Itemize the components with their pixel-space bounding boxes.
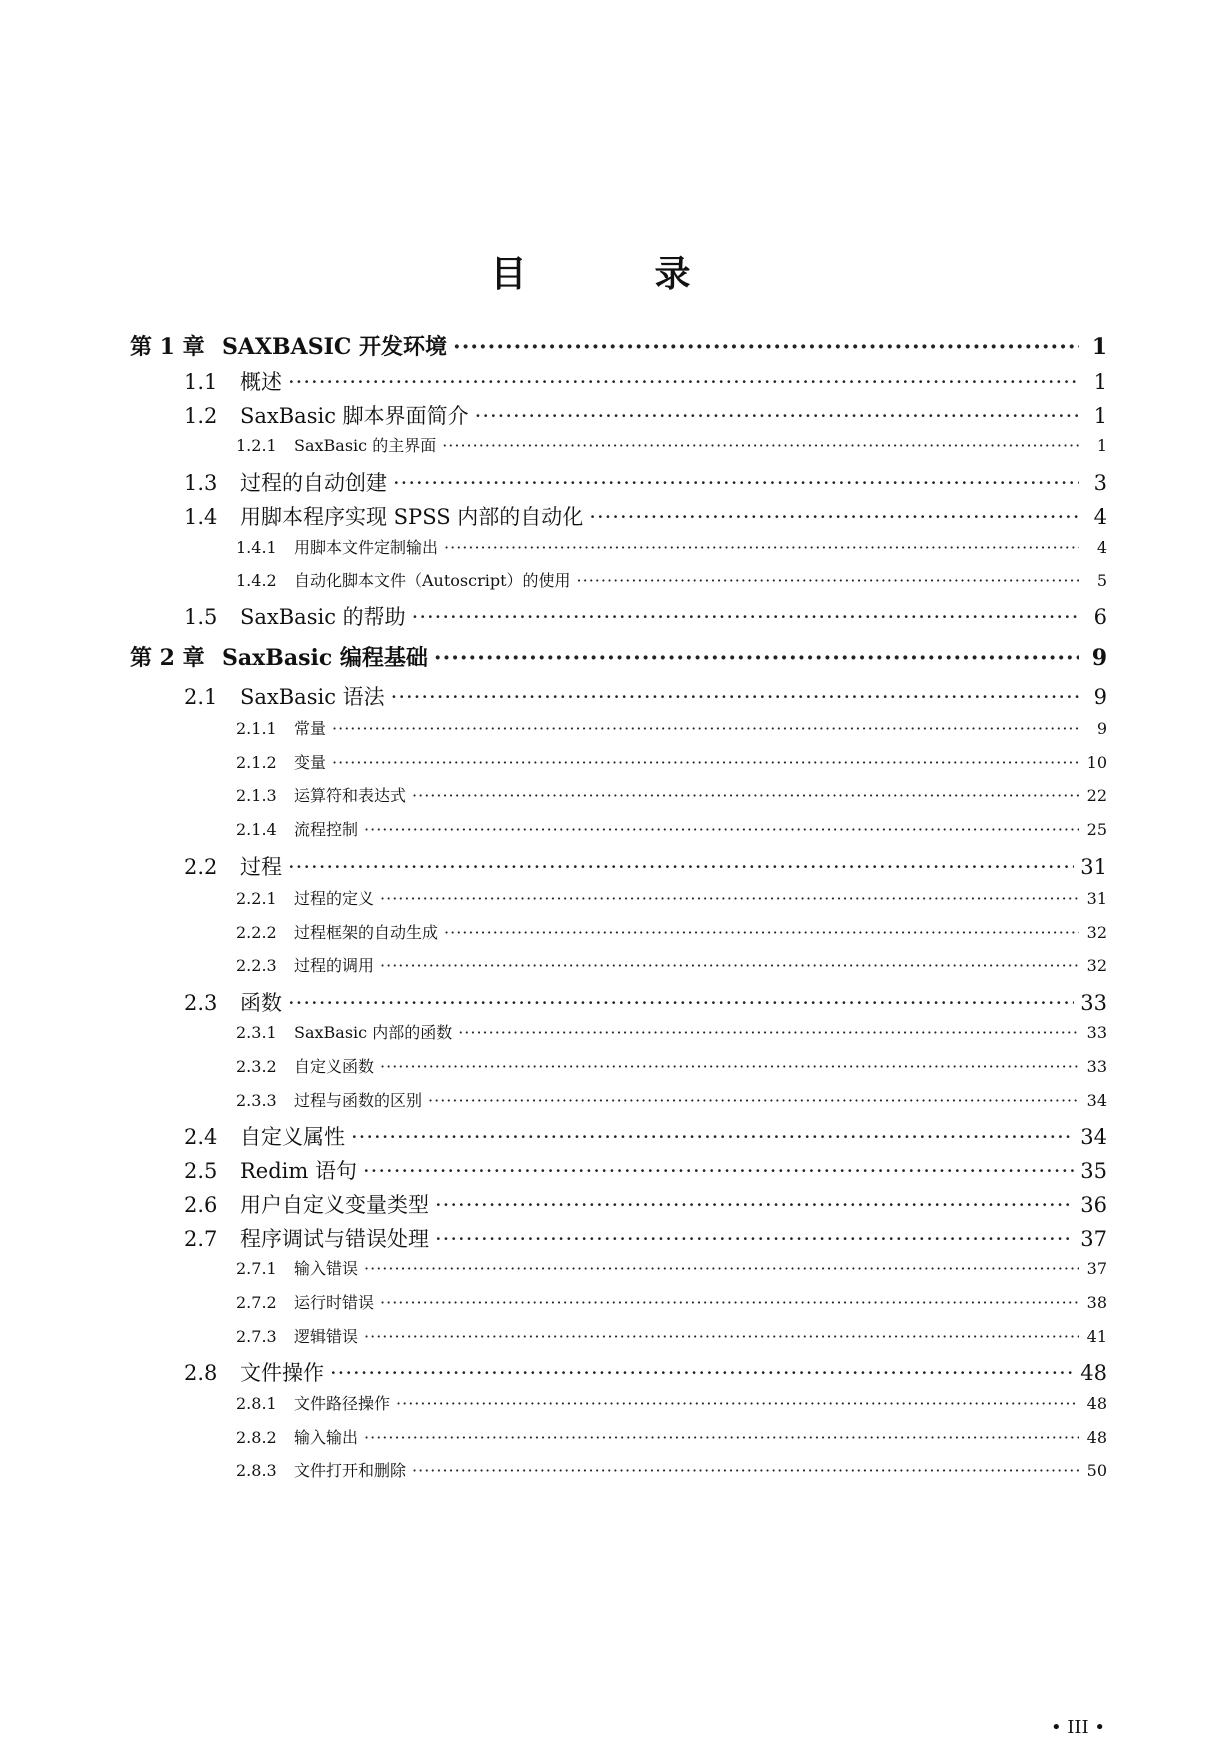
toc-entry (236, 1256, 1107, 1279)
toc-leader-dots (434, 645, 1079, 671)
toc-entry-number: 2.7.3 (236, 1327, 277, 1346)
toc-entry-number: 2.7.1 (236, 1259, 277, 1278)
toc-entry-page: 25 (1086, 820, 1107, 839)
toc-entry-number: 1.4.2 (236, 571, 277, 590)
toc-entry (236, 1290, 1107, 1313)
toc-entry-label: 流程控制 (294, 820, 359, 839)
toc-entry-number: 2.2 (184, 855, 218, 879)
toc-leader-dots (453, 334, 1079, 360)
toc-entry (184, 467, 1107, 497)
toc-entry-number: 2.5 (184, 1159, 218, 1183)
toc-leader-dots (412, 605, 1079, 629)
toc-entry-label: 逻辑错误 (294, 1327, 359, 1346)
toc-entry-page: 50 (1086, 1461, 1107, 1480)
toc-entry-label: 用脚本文件定制输出 (294, 538, 439, 557)
toc-leader-dots (364, 820, 1079, 839)
toc-entry-page: 31 (1080, 855, 1107, 879)
toc-entry (184, 501, 1107, 531)
toc-entry-label: 用脚本程序实现 SPSS 内部的自动化 (240, 505, 584, 529)
toc-entry (236, 750, 1107, 773)
toc-entry-page: 48 (1080, 1361, 1107, 1385)
toc-entry-number: 2.1.4 (236, 820, 277, 839)
toc-entry-label: 自定义函数 (294, 1057, 375, 1076)
toc-entry-page: 22 (1086, 786, 1107, 805)
toc-entry-number: 2.2.1 (236, 889, 277, 908)
toc-entry-number: 2.4 (184, 1125, 218, 1149)
toc-entry (184, 1357, 1107, 1387)
toc-entry (184, 851, 1107, 881)
toc-entry (130, 330, 1107, 361)
toc-entry-page: 34 (1080, 1125, 1107, 1149)
toc-leader-dots (393, 471, 1079, 495)
toc-entry-page: 5 (1096, 571, 1107, 590)
toc-entry (236, 1054, 1107, 1077)
toc-entry (184, 681, 1107, 711)
toc-leader-dots (380, 889, 1079, 908)
toc-entry-label: SaxBasic 语法 (240, 685, 385, 709)
toc-entry-page: 1 (1091, 334, 1107, 360)
toc-entry (236, 1391, 1107, 1414)
toc-entry-label: 输入输出 (294, 1428, 359, 1447)
toc-entry (184, 1223, 1107, 1253)
toc-entry-label: 函数 (240, 991, 282, 1015)
toc-entry-page: 4 (1093, 505, 1107, 529)
toc-entry-label: 文件操作 (240, 1361, 324, 1385)
toc-entry (184, 601, 1107, 631)
toc-entry-label: 运算符和表达式 (294, 786, 407, 805)
toc-entry-number: 2.3.2 (236, 1057, 277, 1076)
toc-leader-dots (458, 1023, 1079, 1042)
toc-entry-page: 34 (1086, 1091, 1107, 1110)
toc-entry-page: 36 (1080, 1193, 1107, 1217)
toc-entry-number: 2.7.2 (236, 1293, 277, 1312)
toc-entry (236, 920, 1107, 943)
toc-leader-dots (444, 538, 1079, 557)
toc-entry-number: 1.4.1 (236, 538, 277, 557)
toc-entry-number: 2.8.1 (236, 1394, 277, 1413)
toc-entry-label: 输入错误 (294, 1259, 359, 1278)
toc-entry-page: 48 (1086, 1394, 1107, 1413)
toc-entry (184, 1121, 1107, 1151)
toc-entry-number: 1.5 (184, 605, 218, 629)
toc-entry-label: Redim 语句 (240, 1159, 357, 1183)
toc-entry-label: 常量 (294, 719, 327, 738)
toc-entry (184, 987, 1107, 1017)
toc-entry-page: 10 (1086, 753, 1107, 772)
toc-leader-dots (330, 1361, 1074, 1385)
toc-entry (184, 366, 1107, 396)
toc-entry-number: 2.1.1 (236, 719, 277, 738)
toc-entry-number: 第 2 章 (130, 645, 205, 671)
toc-leader-dots (412, 786, 1079, 805)
toc-entry (236, 716, 1107, 739)
toc-entry (236, 1088, 1107, 1111)
toc-leader-dots (332, 753, 1079, 772)
toc-entry-label: SaxBasic 内部的函数 (294, 1023, 453, 1042)
toc-leader-dots (380, 956, 1079, 975)
toc-entry-label: SaxBasic 编程基础 (222, 645, 428, 671)
toc-entry-label: 程序调试与错误处理 (240, 1227, 429, 1251)
toc-entry (184, 400, 1107, 430)
toc-entry-label: 自动化脚本文件（Autoscript）的使用 (294, 571, 571, 590)
toc-entry-number: 2.3.3 (236, 1091, 277, 1110)
page-number: • III • (1050, 1717, 1105, 1738)
toc-entry-page: 32 (1086, 956, 1107, 975)
toc-entry-number: 2.3 (184, 991, 218, 1015)
toc-entry-label: SaxBasic 的帮助 (240, 605, 406, 629)
toc-leader-dots (412, 1461, 1079, 1480)
toc-leader-dots (435, 1193, 1074, 1217)
toc-leader-dots (380, 1057, 1079, 1076)
toc-leader-dots (332, 719, 1079, 738)
toc-entry-label: 过程的调用 (294, 956, 375, 975)
toc-entry-label: 过程 (240, 855, 282, 879)
toc-entry-number: 1.1 (184, 370, 218, 394)
toc-entry-page: 1 (1093, 404, 1107, 428)
toc-leader-dots (380, 1293, 1079, 1312)
toc-entry-page: 1 (1096, 436, 1107, 455)
toc-leader-dots (364, 1259, 1079, 1278)
toc-entry-page: 6 (1093, 605, 1107, 629)
toc-leader-dots (442, 436, 1079, 455)
toc-entry-label: 用户自定义变量类型 (240, 1193, 429, 1217)
toc-leader-dots (363, 1159, 1074, 1183)
toc-leader-dots (288, 855, 1074, 879)
toc-entry-page: 33 (1086, 1023, 1107, 1042)
toc-entry-number: 2.1 (184, 685, 218, 709)
toc-entry-page: 33 (1086, 1057, 1107, 1076)
toc-entry (236, 1458, 1107, 1481)
toc-entry-label: 文件打开和删除 (294, 1461, 407, 1480)
toc-entry-number: 1.2 (184, 404, 218, 428)
toc-entry (236, 535, 1107, 558)
toc-entry-number: 2.7 (184, 1227, 218, 1251)
toc-entry (184, 1189, 1107, 1219)
toc-leader-dots (577, 571, 1079, 590)
toc-entry-page: 32 (1086, 923, 1107, 942)
toc-entry-number: 1.3 (184, 471, 218, 495)
toc-entry-label: 变量 (294, 753, 327, 772)
toc-entry-label: SaxBasic 脚本界面简介 (240, 404, 469, 428)
toc-entry (184, 1155, 1107, 1185)
toc-entry (236, 433, 1107, 456)
toc-entry-number: 2.1.3 (236, 786, 277, 805)
toc-entry-number: 2.1.2 (236, 753, 277, 772)
toc-entry (236, 886, 1107, 909)
page-title: 目 录 (490, 253, 737, 295)
toc-entry-page: 35 (1080, 1159, 1107, 1183)
toc-entry-page: 31 (1086, 889, 1107, 908)
toc-leader-dots (391, 685, 1079, 709)
toc-leader-dots (288, 370, 1079, 394)
toc-entry-number: 2.8.2 (236, 1428, 277, 1447)
toc-entry-label: 过程的定义 (294, 889, 375, 908)
toc-entry-page: 1 (1093, 370, 1107, 394)
toc-entry-page: 9 (1091, 645, 1107, 671)
toc-leader-dots (428, 1091, 1079, 1110)
toc-entry-number: 2.8.3 (236, 1461, 277, 1480)
toc-leader-dots (444, 923, 1079, 942)
toc-entry-number: 1.4 (184, 505, 218, 529)
toc-entry-number: 第 1 章 (130, 334, 205, 360)
toc-leader-dots (364, 1428, 1079, 1447)
toc-leader-dots (288, 991, 1074, 1015)
toc-entry-number: 2.6 (184, 1193, 218, 1217)
toc-entry-label: 自定义属性 (240, 1125, 345, 1149)
toc-entry (236, 1324, 1107, 1347)
toc-entry-page: 3 (1093, 471, 1107, 495)
toc-entry-number: 2.8 (184, 1361, 218, 1385)
toc-entry-page: 37 (1086, 1259, 1107, 1278)
toc-entry-label: 过程框架的自动生成 (294, 923, 439, 942)
toc-leader-dots (475, 404, 1079, 428)
toc-entry-number: 2.3.1 (236, 1023, 277, 1042)
toc-entry-page: 9 (1096, 719, 1107, 738)
toc-entry (130, 641, 1107, 672)
toc-entry-page: 4 (1096, 538, 1107, 557)
toc-entry-page: 38 (1086, 1293, 1107, 1312)
toc-entry (236, 953, 1107, 976)
toc-leader-dots (435, 1227, 1074, 1251)
toc-leader-dots (589, 505, 1079, 529)
toc-entry-label: 文件路径操作 (294, 1394, 391, 1413)
toc-entry-label: 运行时错误 (294, 1293, 375, 1312)
toc-entry-number: 1.2.1 (236, 436, 277, 455)
toc-leader-dots (396, 1394, 1079, 1413)
toc-entry-label: 概述 (240, 370, 282, 394)
toc-entry (236, 817, 1107, 840)
toc-leader-dots (351, 1125, 1074, 1149)
toc-entry (236, 783, 1107, 806)
toc-entry-page: 33 (1080, 991, 1107, 1015)
toc-entry-number: 2.2.2 (236, 923, 277, 942)
toc-entry-page: 41 (1086, 1327, 1107, 1346)
toc-entry-label: SaxBasic 的主界面 (294, 436, 437, 455)
toc-entry-page: 48 (1086, 1428, 1107, 1447)
toc-entry (236, 1020, 1107, 1043)
toc-entry-page: 9 (1093, 685, 1107, 709)
toc-entry-label: 过程与函数的区别 (294, 1091, 423, 1110)
toc-entry-label: 过程的自动创建 (240, 471, 387, 495)
toc-entry-page: 37 (1080, 1227, 1107, 1251)
toc-entry (236, 1425, 1107, 1448)
toc-leader-dots (364, 1327, 1079, 1346)
toc-entry (236, 568, 1107, 591)
toc-entry-label: SAXBASIC 开发环境 (222, 334, 448, 360)
toc-entry-number: 2.2.3 (236, 956, 277, 975)
